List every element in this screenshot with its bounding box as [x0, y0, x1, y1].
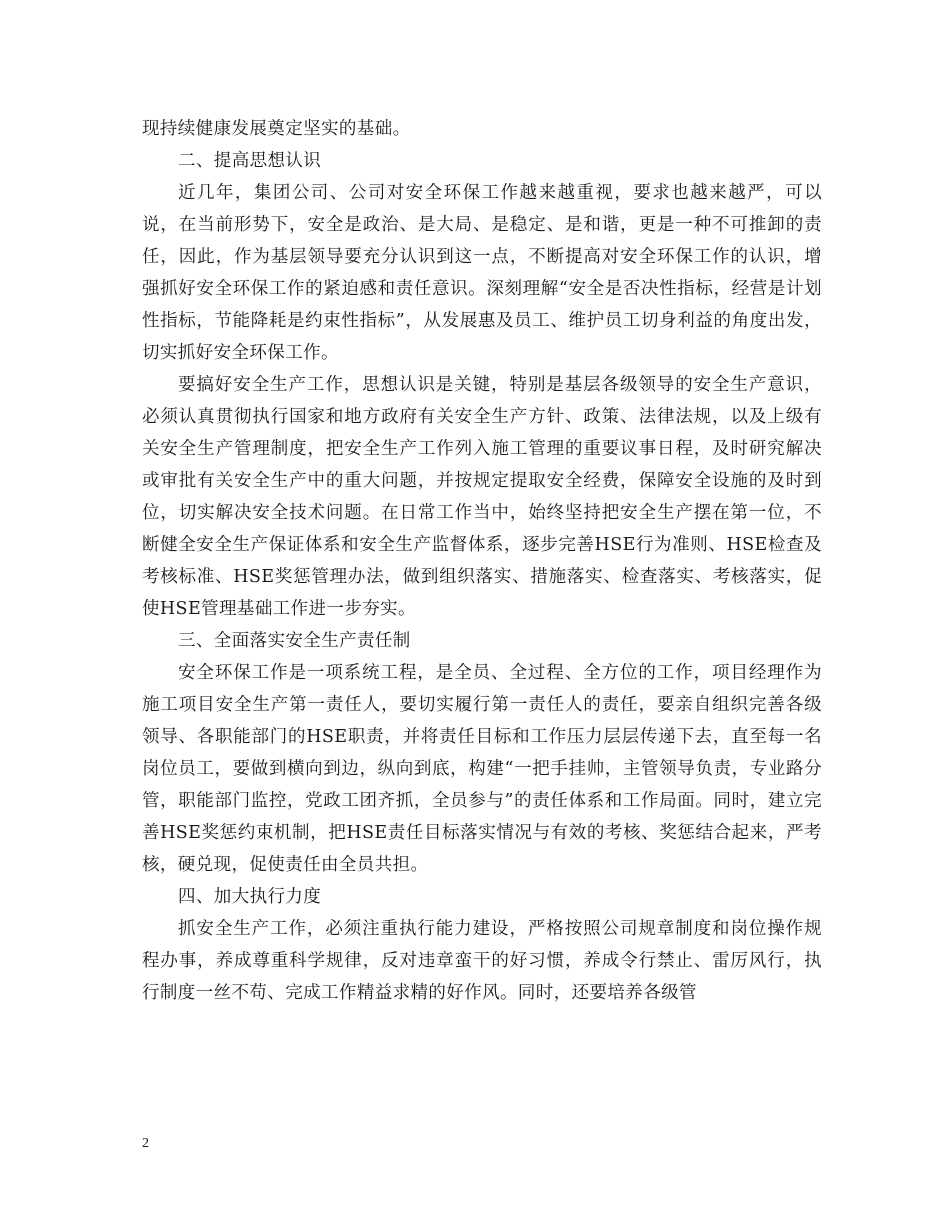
page-number: 2 — [142, 1136, 149, 1151]
paragraph: 安全环保工作是一项系统工程，是全员、全过程、全方位的工作，项目经理作为施工项目安全生产第一责任人，要切实履行第一责任人的责任，要亲自组织完善各级领导、各职能部门的HSE职责，并将责任目标和工作压力层层传递下去，直至每一名岗位员工，要做到横向到边，纵向到底，构建“一把手挂帅，主管领导负责，专业路分管，职能部门监控，党政工团齐抓，全员参与”的责任体系和工作局面。同时，建立完善HSE奖惩约束机制，把HSE责任目标落实情况与有效的考核、奖惩结合起来，严考核，硬兑现，促使责任由全员共担。 — [142, 663, 822, 875]
paragraph: 近几年，集团公司、公司对安全环保工作越来越重视，要求也越来越严，可以说，在当前形势下，安全是政治、是大局、是稳定、是和谐，更是一种不可推卸的责任，因此，作为基层领导要充分认识到这一点，不断提高对安全环保工作的认识，增强抓好安全环保工作的紧迫感和责任意识。深刻理解“安全是否决性指标，经营是计划性指标，节能降耗是约束性指标”，从发展惠及员工、维护员工切身利益的角度出发，切实抓好安全环保工作。 — [142, 183, 822, 363]
heading-section-2: 二、提高思想认识 — [178, 151, 322, 171]
heading-section-3: 三、全面落实安全生产责任制 — [178, 631, 411, 651]
paragraph: 要搞好安全生产工作，思想认识是关键，特别是基层各级领导的安全生产意识，必须认真贯彻执行国家和地方政府有关安全生产方针、政策、法律法规，以及上级有关安全生产管理制度，把安全生产工作列入施工管理的重要议事日程，及时研究解决或审批有关安全生产中的重大问题，并按规定提取安全经费，保障安全设施的及时到位，切实解决安全技术问题。在日常工作当中，始终坚持把安全生产摆在第一位，不断健全安全生产保证体系和安全生产监督体系，逐步完善HSE行为准则、HSE检查及考核标准、HSE奖惩管理办法，做到组织落实、措施落实、检查落实、考核落实，促使HSE管理基础工作进一步夯实。 — [142, 375, 822, 619]
document-body — [142, 113, 822, 1009]
paragraph: 抓安全生产工作，必须注重执行能力建设，严格按照公司规章制度和岗位操作规程办事，养成尊重科学规律，反对违章蛮干的好习惯，养成令行禁止、雷厉风行，执行制度一丝不苟、完成工作精益求精的好作风。同时，还要培养各级管 — [142, 919, 822, 1003]
paragraph-continuation: 现持续健康发展奠定坚实的基础。 — [142, 119, 411, 139]
heading-section-4: 四、加大执行力度 — [178, 887, 322, 907]
